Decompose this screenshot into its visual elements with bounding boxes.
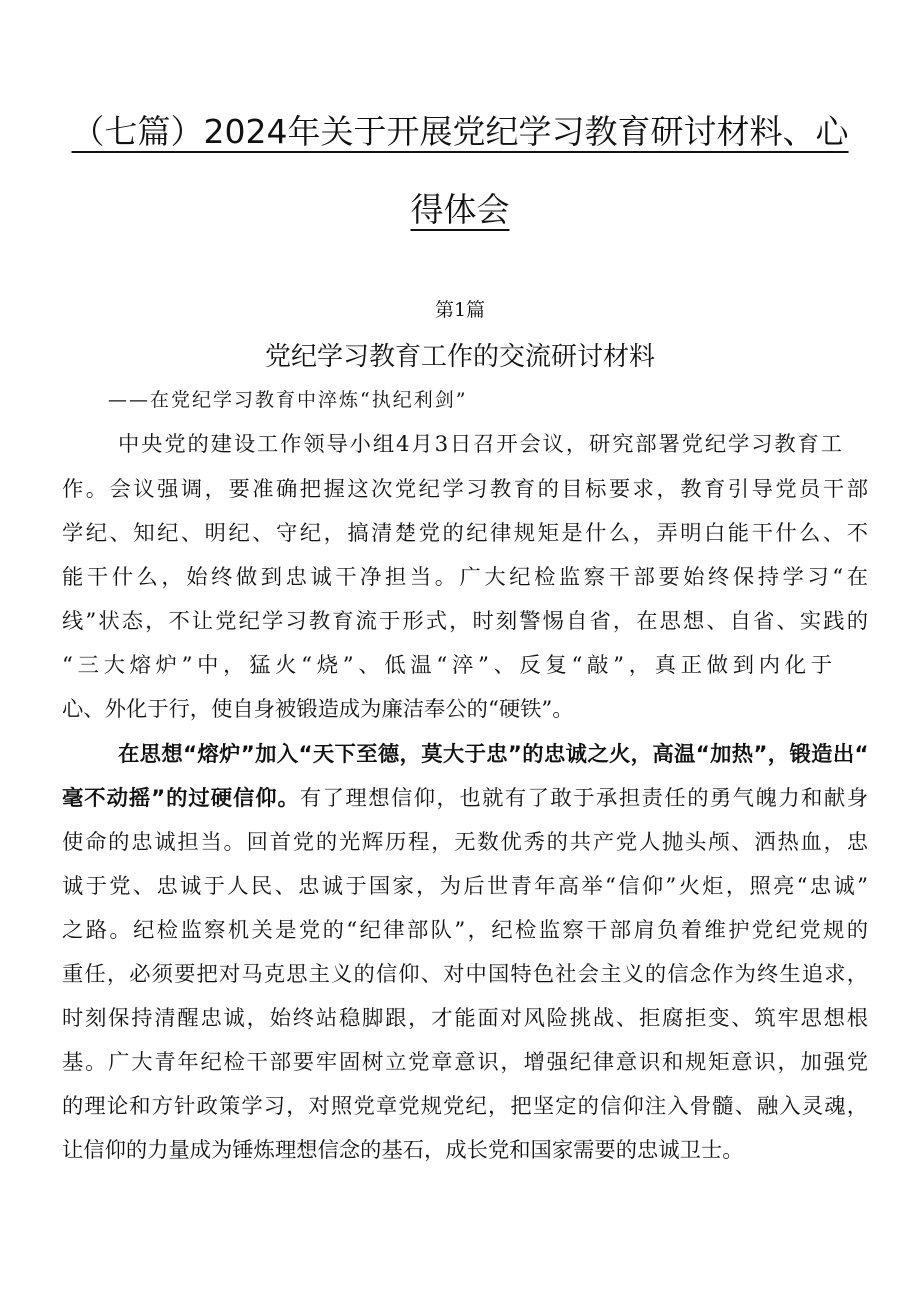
paragraph-2-line: 时刻保持清醒忠诚，始终站稳脚跟，才能面对风险挑战、拒腐拒变、筑牢思想根 bbox=[62, 1006, 868, 1031]
section-title: 党纪学习教育工作的交流研讨材料 bbox=[264, 342, 655, 372]
paragraph-2-line: 的理论和方针政策学习，对照党章党规党纪，把坚定的信仰注入骨髓、融入灵魂， bbox=[62, 1094, 868, 1119]
paragraph-2-bold-tail: 毫不动摇”的过硬信仰。 bbox=[62, 786, 300, 811]
paragraph-1-line: 作。会议强调，要准确把握这次党纪学习教育的目标要求，教育引导党员干部 bbox=[62, 477, 868, 502]
paragraph-1-line: “三大熔炉”中，猛火“烧”、低温“淬”、反复“敲”，真正做到内化于 bbox=[62, 653, 832, 678]
paragraph-1-line: 学纪、知纪、明纪、守纪，搞清楚党的纪律规矩是什么，弄明白能干什么、不 bbox=[62, 521, 868, 546]
paragraph-1-line: 中央党的建设工作领导小组4月3日召开会议，研究部署党纪学习教育工 bbox=[118, 432, 842, 457]
paragraph-1-line: 能干什么，始终做到忠诚干净担当。广大纪检监察干部要始终保持学习“在 bbox=[62, 565, 868, 590]
paragraph-2-text: 有了理想信仰，也就有了敢于承担责任的勇气魄力和献身 bbox=[299, 786, 868, 811]
section-label: 第1篇 bbox=[434, 299, 486, 321]
paragraph-2-line: 使命的忠诚担当。回首党的光辉历程，无数优秀的共产党人抛头颅、洒热血，忠 bbox=[62, 830, 868, 855]
paragraph-2-line: 之路。纪检监察机关是党的“纪律部队”，纪检监察干部肩负着维护党纪党规的 bbox=[62, 918, 868, 943]
paragraph-2-line: 基。广大青年纪检干部要牢固树立党章意识，增强纪律意识和规矩意识，加强党 bbox=[62, 1050, 868, 1075]
paragraph-2-line bbox=[62, 784, 868, 814]
section-subtitle: ——在党纪学习教育中淬炼“执纪利剑” bbox=[108, 389, 468, 411]
paragraph-2-line-bold bbox=[118, 740, 868, 770]
paragraph-2-bold-lead: 在思想“熔炉”加入“天下至德，莫大于忠”的忠诚之火，高温“加热”，锻造出“ bbox=[118, 742, 868, 767]
paragraph-2-line: 重任，必须要把对马克思主义的信仰、对中国特色社会主义的信念作为终生追求， bbox=[62, 962, 868, 987]
paragraph-2-line: 诚于党、忠诚于人民、忠诚于国家，为后世青年高举“信仰”火炬，照亮“忠诚” bbox=[62, 874, 868, 899]
paragraph-1-line: 心、外化于行，使自身被锻造成为廉洁奉公的“硬铁”。 bbox=[62, 697, 574, 722]
document-title-line-2: 得体会 bbox=[410, 190, 510, 229]
paragraph-1-line: 线”状态，不让党纪学习教育流于形式，时刻警惕自省，在思想、自省、实践的 bbox=[62, 609, 868, 634]
paragraph-2-line: 让信仰的力量成为锤炼理想信念的基石，成长党和国家需要的忠诚卫士。 bbox=[62, 1138, 744, 1163]
document-title-line-1: （七篇）2024年关于开展党纪学习教育研讨材料、心 bbox=[71, 112, 849, 151]
